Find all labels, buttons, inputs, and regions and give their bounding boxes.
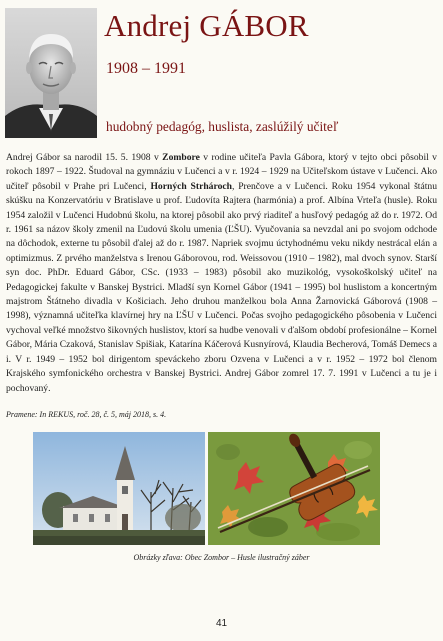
- village-church-photo: [33, 432, 205, 545]
- source-note: Pramene: In REKUS, roč. 28, č. 5, máj 2018, s. 4.: [6, 410, 167, 419]
- bio-text-run: , Prenčove a v Lučenci. Roku 1954 vykonal štátnu skúšku na Konzervatóriu v Bratislave u prof. Ľudovíta Rajtera (harmónia) a prof. Albína Vrteľa (husle). Roku 1954 založil v Lučenci Hudobnú školu, na ktorej pôsobil ako prvý riaditeľ a husľový pedagóg až do r. 1972. Od r. 1961 sa názov školy zmenil na Ľudovú školu umenia (ĽŠU). Vyučovania sa nevzdal ani po svojom odchode na dôchodok, externe tu pôsobil ďalej až do r. 1987. Napriek svojmu úctyhodnému veku nikdy nestrácal elán a optimizmus. Z prvého manželstva s Irenou Gáborovou, rod. Weissovou (1910 – 1982), mal dvoch synov. Starší syn doc. PhDr. Eduard Gábor, CSc. (1933 – 1983) pôsobil ako muzikológ, vysokoškolský učiteľ na Pedagogickej fakulte v Banskej Bystrici. Mladší syn Kornel Gábor (1941 – 1995) bol huslistom a koncertným majstrom Štátneho divadla v Košiciach. Jeho druhou manželkou bola Anna Žarnovická Gáborová (1908 – 1998), významná učiteľka klavírnej hry na ĽŠU v Lučenci. Počas svojho pedagogického pôsobenia v Lučenci vychoval veľké množstvo šikovných huslistov, ktorí sa hudbe venovali v ďalšom období profesionálne – Kornel Gábor, Mária Czaková, Stanislav Spišiak, Katarína Káčerová Kusnyírová, Klaudia Becherová, Tomáš Demecs a i. V r. 1949 – 1952 bol dirigentom speváckeho zboru Ozvena v Lučenci a v r. 1952 – 1972 bol členom Krajského symfonického orchestra v Banskej Bystrici. Andrej Gábor zomrel 17. 7. 1991 v Lučenci a tu je i pochovaný.: [6, 180, 437, 394]
- bio-text-run: Andrej Gábor sa narodil 15. 5. 1908 v: [6, 152, 163, 163]
- bio-bold-place: Horných Strhároch: [150, 180, 232, 192]
- page-number: 41: [215, 618, 228, 629]
- violin-autumn-leaves-photo: [208, 432, 380, 545]
- life-years: 1908 – 1991: [106, 60, 186, 77]
- bio-bold-place: Zombore: [162, 152, 200, 163]
- bio-text-run: v rodine učiteľa Pavla Gábora, ktorý v tejto obci pôsobil v rokoch 1897 – 1922. Študoval na gymnáziu v Lučenci a v r. 1924 – 1929 na Učiteľskom ústave v Lučenci. Ako učiteľ pôsobil v Prahe pri Lučenci,: [6, 152, 437, 192]
- biography-text: [6, 151, 437, 396]
- image-caption: Obrázky zľava: Obec Zombor – Husle ilustračný záber: [133, 553, 310, 562]
- portrait-photo: [5, 8, 97, 138]
- page-title: Andrej GÁBOR: [104, 8, 309, 43]
- subtitle-role: hudobný pedagóg, huslista, zaslúžilý učiteľ: [106, 119, 339, 134]
